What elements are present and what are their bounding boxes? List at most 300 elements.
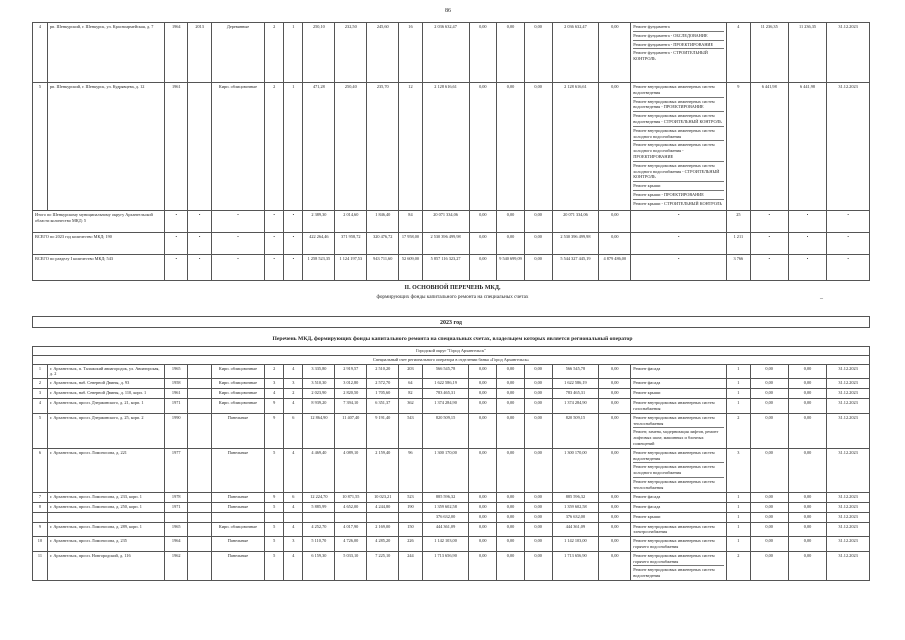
area-residential: 10 871,55	[335, 492, 367, 502]
dot-mark: •	[165, 233, 188, 255]
fund-4: 444 361,09	[552, 522, 599, 537]
floors: 5	[265, 502, 284, 512]
deadline: 31.12.2023	[827, 551, 870, 580]
year-label: 2023 год	[32, 316, 870, 328]
dot-mark: •	[827, 211, 870, 233]
repair-cost: 820 509,15	[422, 413, 469, 448]
unit-cost: 0,00	[750, 502, 788, 512]
unit-cost: 0,00	[750, 492, 788, 502]
row-number: 7	[33, 492, 48, 502]
total-fund-1: 0,00	[469, 233, 497, 255]
unit-cost: 0,00	[750, 413, 788, 448]
area-total: 6 159,30	[303, 551, 335, 580]
dot-mark: •	[827, 233, 870, 255]
entrances: 4	[284, 364, 303, 379]
dot-mark: •	[750, 211, 788, 233]
year-built: 1990	[165, 413, 188, 448]
unit-cost: 0,00	[750, 399, 788, 414]
unit-cost: 0,00	[750, 537, 788, 552]
year-built: 1971	[165, 502, 188, 512]
total-area-owned: 943 711,60	[367, 255, 399, 281]
fund-1: 0,00	[469, 537, 497, 552]
year-built: 1958	[165, 379, 188, 389]
fund-2: 0,00	[497, 399, 525, 414]
table-row	[33, 448, 870, 492]
units: 1	[727, 522, 750, 537]
wall-material: Панельные	[211, 537, 264, 552]
address	[47, 512, 164, 522]
wall-material: Панельные	[211, 413, 264, 448]
fund-4: 783 465,31	[552, 389, 599, 399]
year-built: 1971	[165, 399, 188, 414]
fund-5: 0,00	[599, 522, 631, 537]
fund-3: 0,00	[524, 389, 552, 399]
total-area-owned: 320 476,72	[367, 233, 399, 255]
section-title: II. ОСНОВНОЙ ПЕРЕЧЕНЬ МКД,	[404, 285, 501, 291]
area-residential: 4 652,00	[335, 502, 367, 512]
total-cost: 2 530 396 499,98	[422, 233, 469, 255]
fund-4: 1 374 284,90	[552, 399, 599, 414]
entrances: 3	[284, 537, 303, 552]
row-number: 11	[33, 551, 48, 580]
fund-5: 0,00	[599, 389, 631, 399]
repair-cost: 2 036 632,47	[422, 23, 469, 83]
work-type: Ремонт фундамента - ОБСЛЕДОВАНИЕ	[633, 32, 724, 41]
work-type: Ремонт фундамента	[633, 23, 724, 32]
row-number: 6	[33, 448, 48, 492]
repair-cost: 1 142 103,00	[422, 537, 469, 552]
table-row	[33, 492, 870, 502]
row-number: 1	[33, 364, 48, 379]
total-fund-2: 9 540 699,09	[497, 255, 525, 281]
wall-material: Панельные	[211, 502, 264, 512]
fund-3: 0,00	[524, 537, 552, 552]
deadline: 31.12.2023	[827, 83, 870, 211]
repair-cost: 444 361,09	[422, 522, 469, 537]
address: г. Архангельск, п. Талажский авиагородок, ул. Авиаторская, д. 2	[47, 364, 164, 379]
fund-1: 0,00	[469, 83, 497, 211]
area-total: 2 023,90	[303, 389, 335, 399]
fund-5: 0,00	[599, 364, 631, 379]
works-cell	[631, 448, 727, 492]
area-total: 4 252,70	[303, 522, 335, 537]
fund-1: 0,00	[469, 364, 497, 379]
table-row	[33, 389, 870, 399]
total-fund-4: 5 544 327 445,19	[552, 255, 599, 281]
area-owned: 1 705,60	[367, 389, 399, 399]
units: 2	[727, 413, 750, 448]
area-residential: 5 033,10	[335, 551, 367, 580]
entrances: 4	[284, 502, 303, 512]
list-title: Перечень МКД, формирующих фонды капитального ремонта на специальных счетах, владельцем которых является региональный оператор	[272, 336, 633, 342]
fund-4: 1 142 103,00	[552, 537, 599, 552]
entrances: 6	[284, 413, 303, 448]
year-built: 1961	[165, 389, 188, 399]
fund-3: 0,00	[524, 23, 552, 83]
fund-1: 0,00	[469, 502, 497, 512]
address: г. Архангельск, просп. Новгородский, д. 116	[47, 551, 164, 580]
deadline: 31.12.2023	[827, 389, 870, 399]
area-total: 8 939,20	[303, 399, 335, 414]
area-owned: 2 510,20	[367, 364, 399, 379]
fund-2: 0,00	[497, 448, 525, 492]
max-cost: 0,00	[788, 413, 826, 448]
row-number: 4	[33, 23, 48, 83]
area-residential: 4 089,10	[335, 448, 367, 492]
fund-1: 0,00	[469, 389, 497, 399]
units: 4	[727, 23, 750, 83]
unit-cost: 0,00	[750, 379, 788, 389]
total-label: Итого по Шенкурскому муниципальному округу Архангельской области количество МКД: 5	[33, 211, 165, 233]
residents: 203	[399, 364, 422, 379]
year-repair	[188, 522, 211, 537]
total-fund-3: 0,00	[524, 255, 552, 281]
fund-3: 0,00	[524, 399, 552, 414]
fund-5: 0,00	[599, 413, 631, 448]
fund-4: 1 622 586,19	[552, 379, 599, 389]
floors: 5	[265, 551, 284, 580]
table-row	[33, 502, 870, 512]
total-fund-2: 0,00	[497, 211, 525, 233]
year-repair	[188, 389, 211, 399]
area-total: 471,28	[303, 83, 335, 211]
area-total: 5 110,70	[303, 537, 335, 552]
fund-2: 0,00	[497, 537, 525, 552]
total-units: 3 766	[727, 255, 750, 281]
table-row	[33, 413, 870, 448]
repair-cost: 1 359 602,58	[422, 502, 469, 512]
area-residential: 7 394,10	[335, 399, 367, 414]
unit-cost: 0,00	[750, 448, 788, 492]
works-cell	[631, 379, 727, 389]
total-residents: 84	[399, 211, 422, 233]
address: г. Архангельск, просп. Ломоносова, д. 235	[47, 537, 164, 552]
work-type: Ремонт внутридомовых инженерных систем горячего водоснабжения	[633, 552, 724, 567]
row-number: 9	[33, 522, 48, 537]
dot-mark: •	[188, 233, 211, 255]
work-type: Ремонт фасада	[633, 365, 661, 371]
fund-1: 0,00	[469, 413, 497, 448]
year-built	[165, 512, 188, 522]
work-type: Ремонт внутридомовых инженерных систем водоотведения	[633, 449, 724, 464]
address: г. Архангельск, просп. Ломоносова, д. 289, корп. 1	[47, 522, 164, 537]
total-label: ВСЕГО по разделу I количество МКД: 543	[33, 255, 165, 281]
works-cell	[631, 551, 727, 580]
fund-2: 0,00	[497, 502, 525, 512]
dot-mark: •	[188, 211, 211, 233]
area-total: 3 335,80	[303, 364, 335, 379]
area-total: 5 885,99	[303, 502, 335, 512]
year-repair	[188, 379, 211, 389]
unit-cost: 0,00	[750, 551, 788, 580]
works-cell	[631, 522, 727, 537]
address: рп. Шенкурский, г. Шенкурск, ул. Красноармейская, д. 7	[47, 23, 164, 83]
year-built: 1977	[165, 448, 188, 492]
work-type: Ремонт крыши	[633, 390, 661, 396]
units: 1	[727, 512, 750, 522]
dot-mark: •	[631, 211, 727, 233]
table-row	[33, 379, 870, 389]
fund-5: 0,00	[599, 23, 631, 83]
fund-1: 0,00	[469, 399, 497, 414]
dot-mark: •	[788, 233, 826, 255]
deadline: 31.12.2023	[827, 492, 870, 502]
area-residential: 4 017,90	[335, 522, 367, 537]
row-number: 5	[33, 83, 48, 211]
wall-material: Кирп. облицовочные	[211, 379, 264, 389]
district-name: Городской округ "Город Архангельск"	[33, 347, 870, 356]
area-residential: 250,40	[335, 83, 367, 211]
units: 1	[727, 492, 750, 502]
area-owned: 245,60	[367, 23, 399, 83]
fund-3: 0,00	[524, 83, 552, 211]
residents	[399, 512, 422, 522]
work-type: Ремонт внутридомовых инженерных систем газоснабжения	[633, 400, 715, 411]
entrances: 6	[284, 492, 303, 502]
wall-material: Кирп. облицовочные	[211, 83, 264, 211]
fund-1: 0,00	[469, 522, 497, 537]
deadline: 31.12.2023	[827, 413, 870, 448]
residents: 12	[399, 83, 422, 211]
total-area-owned: 1 846,40	[367, 211, 399, 233]
row-number: 4	[33, 399, 48, 414]
fund-4: 1 713 656,90	[552, 551, 599, 580]
entrances: 4	[284, 448, 303, 492]
area-residential: 3 012,80	[335, 379, 367, 389]
total-area: 1 258 523,35	[303, 255, 335, 281]
max-cost: 0,00	[788, 522, 826, 537]
dot-mark: •	[750, 255, 788, 281]
year-repair	[188, 83, 211, 211]
fund-1: 0,00	[469, 379, 497, 389]
repair-cost: 783 465,31	[422, 389, 469, 399]
units: 1	[727, 389, 750, 399]
total-label: ВСЕГО по 2023 год количество МКД: 190	[33, 233, 165, 255]
total-fund-5: 0,00	[599, 233, 631, 255]
deadline: 31.12.2023	[827, 502, 870, 512]
year-repair: 2013	[188, 23, 211, 83]
units: 9	[727, 83, 750, 211]
row-number: 10	[33, 537, 48, 552]
year-repair	[188, 492, 211, 502]
work-type: Ремонт крыши	[633, 182, 724, 191]
total-area: 422 264,46	[303, 233, 335, 255]
residents: 543	[399, 413, 422, 448]
unit-cost: 0,00	[750, 364, 788, 379]
max-cost: 0,00	[788, 364, 826, 379]
work-type: Ремонт внутридомовых инженерных систем водоотведения	[633, 567, 715, 579]
address: рп. Шенкурский, г. Шенкурск, ул. Кудрявцева, д. 12	[47, 83, 164, 211]
wall-material: Кирп. облицовочные	[211, 399, 264, 414]
dot-mark: •	[788, 255, 826, 281]
residents: 82	[399, 389, 422, 399]
deadline: 31.12.2023	[827, 379, 870, 389]
units: 1	[727, 502, 750, 512]
fund-5: 0,00	[599, 379, 631, 389]
total-row	[33, 255, 870, 281]
wall-material: Кирп. облицовочные	[211, 389, 264, 399]
year-built: 1964	[165, 537, 188, 552]
fund-4: 2 128 616,61	[552, 83, 599, 211]
dot-mark: •	[631, 255, 727, 281]
year-repair	[188, 537, 211, 552]
residents: 523	[399, 492, 422, 502]
page-dash: –	[820, 296, 823, 302]
row-number: 2	[33, 379, 48, 389]
work-type: Ремонт крыши	[633, 513, 661, 519]
repair-cost: 1 374 284,90	[422, 399, 469, 414]
area-total	[303, 512, 335, 522]
unit-cost: 0,00	[750, 522, 788, 537]
floors: 2	[265, 23, 284, 83]
fund-3: 0,00	[524, 502, 552, 512]
fund-2: 0,00	[497, 389, 525, 399]
fund-4: 885 596,32	[552, 492, 599, 502]
main-table	[32, 346, 870, 581]
entrances: 1	[284, 23, 303, 83]
work-type: Ремонт внутридомовых инженерных систем теплоснабжения	[633, 478, 715, 490]
residents: 96	[399, 448, 422, 492]
repair-cost: 376 632,00	[422, 512, 469, 522]
total-area-residential: 2 014,60	[335, 211, 367, 233]
units: 1	[727, 364, 750, 379]
area-residential: 2 820,50	[335, 389, 367, 399]
total-cost: 5 857 116 323,27	[422, 255, 469, 281]
row-number: 3	[33, 389, 48, 399]
deadline: 31.12.2023	[827, 448, 870, 492]
residents: 190	[399, 502, 422, 512]
total-cost: 20 071 334,06	[422, 211, 469, 233]
fund-2: 0,00	[497, 83, 525, 211]
residents: 244	[399, 551, 422, 580]
works-cell	[631, 23, 727, 83]
fund-2: 0,00	[497, 364, 525, 379]
deadline: 31.12.2023	[827, 399, 870, 414]
dot-mark: •	[265, 233, 284, 255]
dot-mark: •	[750, 233, 788, 255]
table-row	[33, 512, 870, 522]
fund-5: 0,00	[599, 502, 631, 512]
area-total: 4 469,40	[303, 448, 335, 492]
floors: 2	[265, 83, 284, 211]
top-table	[32, 22, 870, 281]
entrances: 1	[284, 83, 303, 211]
area-residential: 4 726,00	[335, 537, 367, 552]
max-cost: 0,00	[788, 379, 826, 389]
repair-cost: 1 300 170,00	[422, 448, 469, 492]
dot-mark: •	[284, 233, 303, 255]
entrances: 4	[284, 522, 303, 537]
row-number: 5	[33, 413, 48, 448]
work-type: Ремонт внутридомовых инженерных систем холодного водоснабжения	[633, 463, 724, 478]
area-owned: 9 191,40	[367, 413, 399, 448]
address: г. Архангельск, просп. Ломоносова, д. 233, корп. 1	[47, 492, 164, 502]
total-fund-2: 0,00	[497, 233, 525, 255]
row-number	[33, 512, 48, 522]
district-row	[33, 347, 870, 356]
area-owned: 6 351,37	[367, 399, 399, 414]
fund-3: 0,00	[524, 492, 552, 502]
year-built: 1964	[165, 23, 188, 83]
total-fund-1: 0,00	[469, 255, 497, 281]
dot-mark: •	[211, 233, 264, 255]
fund-2: 0,00	[497, 551, 525, 580]
unit-cost: 6 441,98	[750, 83, 788, 211]
wall-material: Деревянные	[211, 23, 264, 83]
area-owned	[367, 512, 399, 522]
area-owned: 235,70	[367, 83, 399, 211]
work-type: Ремонт внутридомовых инженерных систем холодного водоснабжения - ПРОЕКТИРОВАНИЕ	[633, 141, 724, 161]
dot-mark: •	[265, 255, 284, 281]
year-built: 1965	[165, 522, 188, 537]
max-cost: 0,00	[788, 389, 826, 399]
area-owned: 10 023,21	[367, 492, 399, 502]
table-row	[33, 551, 870, 580]
total-fund-1: 0,00	[469, 211, 497, 233]
year-repair	[188, 512, 211, 522]
entrances: 2	[284, 389, 303, 399]
units: 1	[727, 379, 750, 389]
residents: 64	[399, 379, 422, 389]
fund-3: 0,00	[524, 413, 552, 448]
floors: 2	[265, 364, 284, 379]
works-cell	[631, 83, 727, 211]
fund-2: 0,00	[497, 512, 525, 522]
area-total: 250,10	[303, 23, 335, 83]
fund-3: 0,00	[524, 512, 552, 522]
work-type: Ремонт внутридомовых инженерных систем электроснабжения	[633, 523, 715, 535]
works-cell	[631, 502, 727, 512]
total-fund-3: 0,00	[524, 233, 552, 255]
table-row	[33, 364, 870, 379]
unit-cost: 0,00	[750, 389, 788, 399]
fund-5: 0,00	[599, 399, 631, 414]
wall-material: Кирп. облицовочные	[211, 522, 264, 537]
total-units: 25	[727, 211, 750, 233]
work-type: Ремонт фасада	[633, 380, 661, 386]
units: 2	[727, 551, 750, 580]
total-fund-3: 0,00	[524, 211, 552, 233]
deadline: 31.12.2023	[827, 364, 870, 379]
total-fund-4: 20 071 334,06	[552, 211, 599, 233]
total-area-residential: 1 124 197,53	[335, 255, 367, 281]
year-repair	[188, 399, 211, 414]
deadline: 31.12.2023	[827, 522, 870, 537]
fund-2: 0,00	[497, 379, 525, 389]
dot-mark: •	[788, 211, 826, 233]
area-owned: 4 285,20	[367, 537, 399, 552]
dot-mark: •	[188, 255, 211, 281]
work-type: Ремонт фундамента - ПРОЕКТИРОВАНИЕ	[633, 41, 724, 50]
deadline: 31.12.2023	[827, 23, 870, 83]
work-type: Ремонт крыши - СТРОИТЕЛЬНЫЙ КОНТРОЛЬ	[633, 200, 723, 206]
max-cost: 0,00	[788, 551, 826, 580]
max-cost: 11 236,35	[788, 23, 826, 83]
wall-material: Панельные	[211, 492, 264, 502]
works-cell	[631, 492, 727, 502]
area-total: 12 224,70	[303, 492, 335, 502]
work-type: Ремонт фасада	[633, 503, 661, 509]
max-cost: 0,00	[788, 537, 826, 552]
work-type: Ремонт внутридомовых инженерных систем водоотведения - СТРОИТЕЛЬНЫЙ КОНТРОЛЬ	[633, 112, 724, 127]
area-owned: 7 225,10	[367, 551, 399, 580]
units: 1	[727, 537, 750, 552]
area-residential: 11 407,40	[335, 413, 367, 448]
area-owned: 2 169,00	[367, 522, 399, 537]
dot-mark: •	[211, 255, 264, 281]
fund-4: 1 359 602,58	[552, 502, 599, 512]
total-row	[33, 211, 870, 233]
